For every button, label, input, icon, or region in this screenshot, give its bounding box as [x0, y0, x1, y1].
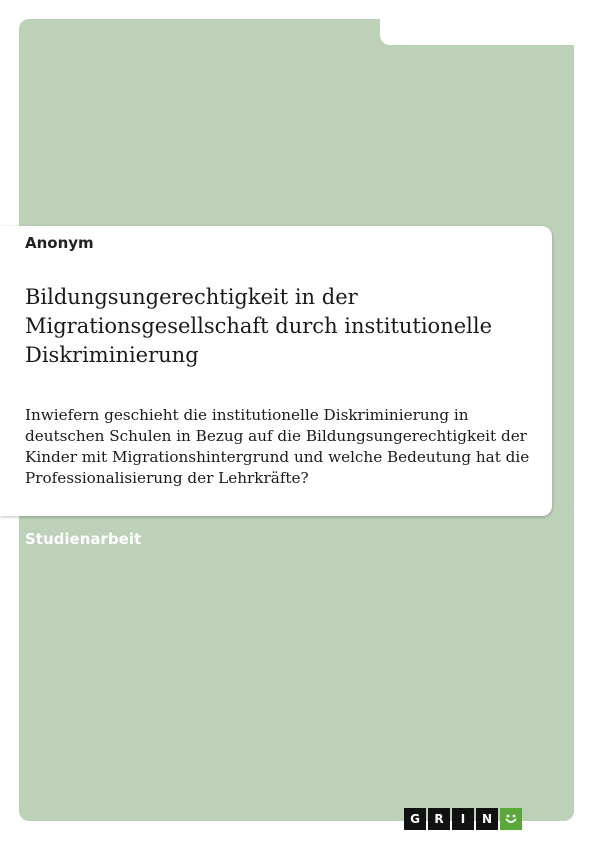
grin-logo-letter-i: I [452, 808, 474, 830]
smile-icon [500, 808, 522, 830]
document-title: Bildungsungerechtigkeit in der Migrationsgesellschaft durch institutionelle Diskriminierung [25, 285, 493, 367]
grin-logo [404, 808, 522, 830]
grin-logo-letter-n: N [476, 808, 498, 830]
grin-logo-letter-r: R [428, 808, 450, 830]
author-name: Anonym [25, 234, 94, 252]
cover-notch [380, 19, 580, 45]
grin-logo-letter-g: G [404, 808, 426, 830]
document-subtitle: Inwiefern geschieht die institutionelle Diskriminierung in deutschen Schulen in Bezug auf die Bildungsungerechtigkeit der Kinder mit Migrationshintergrund und welche Bedeutung hat die Professionalisierung der Lehrkräfte? [25, 406, 530, 487]
document-type: Studienarbeit [25, 530, 142, 548]
